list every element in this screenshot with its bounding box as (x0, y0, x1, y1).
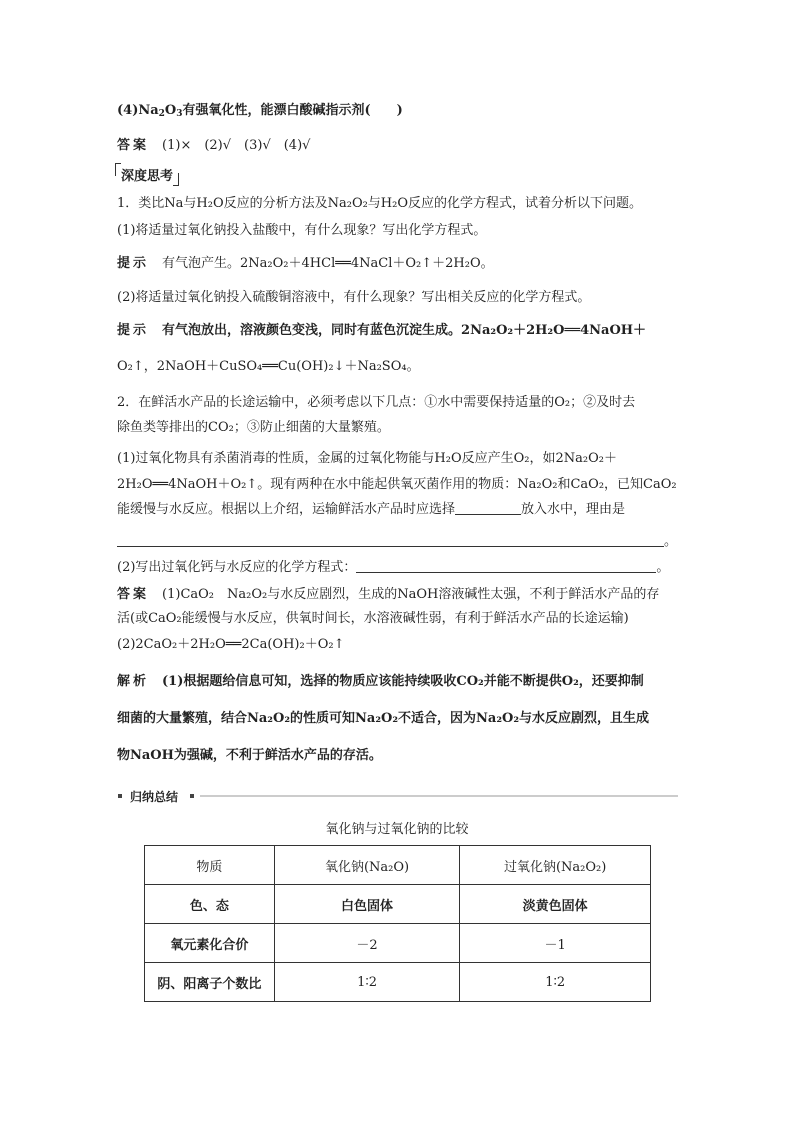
answer-label: 答案 (117, 587, 150, 602)
table-cell: 阴、阳离子个数比 (145, 963, 275, 1002)
p2-intro-2: 除鱼类等排出的CO₂；③防止细菌的大量繁殖。 (117, 420, 390, 435)
p2-answer-1: 答案 (1)CaO₂ Na₂O₂与水反应剧烈，生成的NaOH溶液碱性太强，不利于鲜活水产品的存 (117, 587, 660, 602)
explanation-1: 解析 (1)根据题给信息可知，选择的物质应该能持续吸收CO₂并能不断提供O₂，还要抑制 (117, 674, 644, 689)
bracket-open-icon (115, 163, 121, 176)
table-cell: －1 (460, 924, 651, 963)
answer-line (117, 136, 310, 156)
answer-blank[interactable] (455, 500, 521, 515)
section-title: 深度思考 (115, 165, 179, 184)
p2-intro-1: 2．在鲜活水产品的长途运输中，必须考虑以下几点：①水中需要保持适量的O₂；②及时去 (117, 395, 636, 410)
table-header-cell: 氧化钠(Na₂O) (274, 846, 460, 885)
table-row (145, 963, 651, 1002)
table-cell: 白色固体 (274, 885, 460, 924)
hint-label: 提示 (117, 256, 150, 271)
explanation-2: 细菌的大量繁殖，结合Na₂O₂的性质可知Na₂O₂不适合，因为Na₂O₂与水反应剧烈，且生成 (117, 711, 650, 726)
p2-answer-2: 活(或CaO₂能缓慢与水反应，供氧时间长，水溶液碱性弱，有利于鲜活水产品的长途运输) (117, 611, 629, 626)
equation-blank[interactable] (356, 558, 656, 573)
answer-text: (1)× (2)√ (3)√ (4)√ (162, 138, 311, 153)
p2-q2: (2)写出过氧化钙与水反应的化学方程式： 。 (117, 560, 670, 575)
blank-period: 。 (664, 534, 678, 549)
p1-intro: 1．类比Na与H₂O反应的分析方法及Na₂O₂与H₂O反应的化学方程式，试着分析以下问题。 (117, 196, 643, 211)
bullet-icon (190, 794, 194, 798)
explanation-label: 解析 (117, 674, 150, 689)
table-cell: 淡黄色固体 (460, 885, 651, 924)
summary-header: 归纳总结 (118, 788, 678, 804)
question-4: $(4)Na_2O_3$有强氧化性，能漂白酸碱指示剂( ) (117, 103, 403, 119)
bracket-close-icon (173, 173, 179, 186)
reason-blank[interactable] (117, 546, 664, 547)
table-cell: 1∶2 (460, 963, 651, 1002)
p1-hint-2: 提示 有气泡放出，溶液颜色变浅，同时有蓝色沉淀生成。2Na₂O₂＋2H₂O══4NaOH＋ (117, 323, 647, 338)
answer-label: 答案 (117, 138, 150, 153)
p2-q1-line1: (1)过氧化物具有杀菌消毒的性质，金属的过氧化物能与H₂O反应产生O₂，如2Na₂O₂＋ (117, 451, 617, 466)
comparison-table (144, 845, 651, 1002)
bullet-icon (118, 794, 122, 798)
table-cell: 氧元素化合价 (145, 924, 275, 963)
hint-label: 提示 (117, 323, 150, 338)
table-caption: 氧化钠与过氧化钠的比较 (325, 822, 469, 837)
table-header-row (145, 846, 651, 885)
table-row (145, 885, 651, 924)
summary-rule (200, 795, 678, 797)
table-cell: 1∶2 (274, 963, 460, 1002)
p1-hint-2-cont: O₂↑，2NaOH＋CuSO₄══Cu(OH)₂↓＋Na₂SO₄。 (117, 359, 420, 374)
p1-hint-1: 提示 有气泡产生。2Na₂O₂＋4HCl══4NaCl＋O₂↑＋2H₂O。 (117, 256, 494, 271)
p2-answer-3: (2)2CaO₂＋2H₂O══2Ca(OH)₂＋O₂↑ (117, 637, 345, 652)
p2-q1-line2: 2H₂O══4NaOH＋O₂↑。现有两种在水中能起供氧灭菌作用的物质：Na₂O₂和CaO₂，已知CaO₂ (117, 477, 677, 492)
p2-q1-line3: 能缓慢与水反应。根据以上介绍，运输鲜活水产品时应选择 放入水中，理由是 (117, 502, 626, 517)
explanation-3: 物NaOH为强碱，不利于鲜活水产品的存活。 (117, 748, 382, 763)
table-cell: 色、态 (145, 885, 275, 924)
table-row (145, 924, 651, 963)
table-header-cell: 过氧化钠(Na₂O₂) (460, 846, 651, 885)
table-header-cell: 物质 (145, 846, 275, 885)
p1-question-1: (1)将适量过氧化钠投入盐酸中，有什么现象？写出化学方程式。 (117, 223, 487, 238)
table-cell: －2 (274, 924, 460, 963)
p1-question-2: (2)将适量过氧化钠投入硫酸铜溶液中，有什么现象？写出相关反应的化学方程式。 (117, 290, 591, 305)
